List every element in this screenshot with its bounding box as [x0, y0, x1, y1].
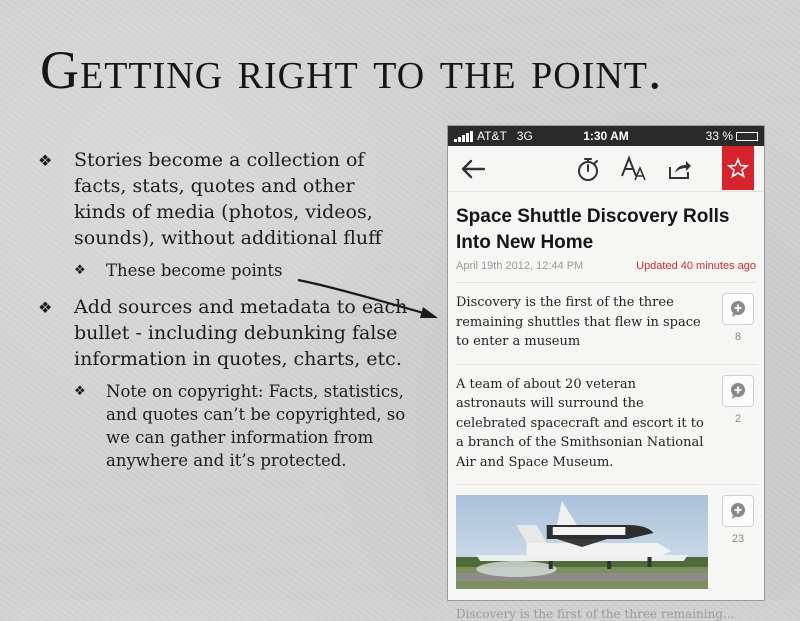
carrier-label: AT&T — [477, 129, 507, 143]
article-headline: Space Shuttle Discovery Rolls Into New Home — [456, 206, 730, 253]
shuttle-photo — [456, 495, 708, 589]
diamond-bullet-icon: ❖ — [38, 151, 53, 170]
media-point-item — [456, 484, 756, 601]
diamond-bullet-icon: ❖ — [74, 263, 86, 278]
arrow-left-icon[interactable] — [458, 154, 488, 184]
add-point-button[interactable] — [722, 293, 754, 325]
app-toolbar — [448, 146, 764, 192]
status-bar — [448, 126, 764, 146]
phone-screenshot — [448, 126, 764, 621]
point-item — [456, 282, 756, 364]
plus-bubble-icon — [730, 502, 746, 520]
diamond-bullet-icon: ❖ — [38, 298, 53, 317]
status-time: 1:30 AM — [583, 129, 629, 143]
point-count: 2 — [734, 412, 742, 425]
point-text: A team of about 20 veteran astronauts will surround the celebrated spacecraft and escort it to a branch of the Smithsonian National Air and Space Museum. — [456, 376, 704, 470]
slide-title: Getting right to the point. — [40, 40, 663, 100]
point-count: 23 — [731, 533, 745, 545]
photo-caption: Discovery is the first of the three remaining... — [456, 607, 735, 621]
bullet-text: Add sources and metadata to each bullet - including debunking false information in quotes, charts, etc. — [74, 296, 408, 370]
point-count: 8 — [734, 331, 742, 343]
star-icon[interactable] — [722, 146, 754, 190]
share-icon[interactable] — [666, 154, 694, 184]
article-date: April 19th 2012, 12:44 PM — [456, 260, 584, 272]
sub-bullet-text: Note on copyright: Facts, statistics, and quotes can’t be copyrighted, so we can gather information from anywhere and it’s protected. — [106, 382, 406, 470]
add-point-button[interactable] — [722, 495, 754, 527]
article — [448, 204, 764, 621]
sub-bullet-text: These become points — [106, 261, 283, 280]
plus-bubble-icon — [730, 300, 746, 318]
article-updated: Updated 40 minutes ago — [636, 260, 756, 272]
battery-icon — [736, 132, 758, 141]
plus-bubble-icon — [730, 382, 746, 400]
battery-percent: 33 % — [705, 129, 733, 143]
diamond-bullet-icon: ❖ — [74, 384, 86, 399]
add-point-button[interactable] — [722, 375, 754, 407]
stopwatch-icon[interactable] — [574, 154, 602, 184]
bullet-text: Stories become a collection of facts, stats, quotes and other kinds of media (photos, videos, sounds), without additional fluff — [74, 149, 382, 249]
network-label: 3G — [516, 129, 533, 143]
point-item — [456, 364, 756, 485]
point-text: Discovery is the first of the three remaining shuttles that flew in space to enter a museum — [456, 295, 701, 349]
font-size-icon[interactable] — [620, 154, 648, 184]
